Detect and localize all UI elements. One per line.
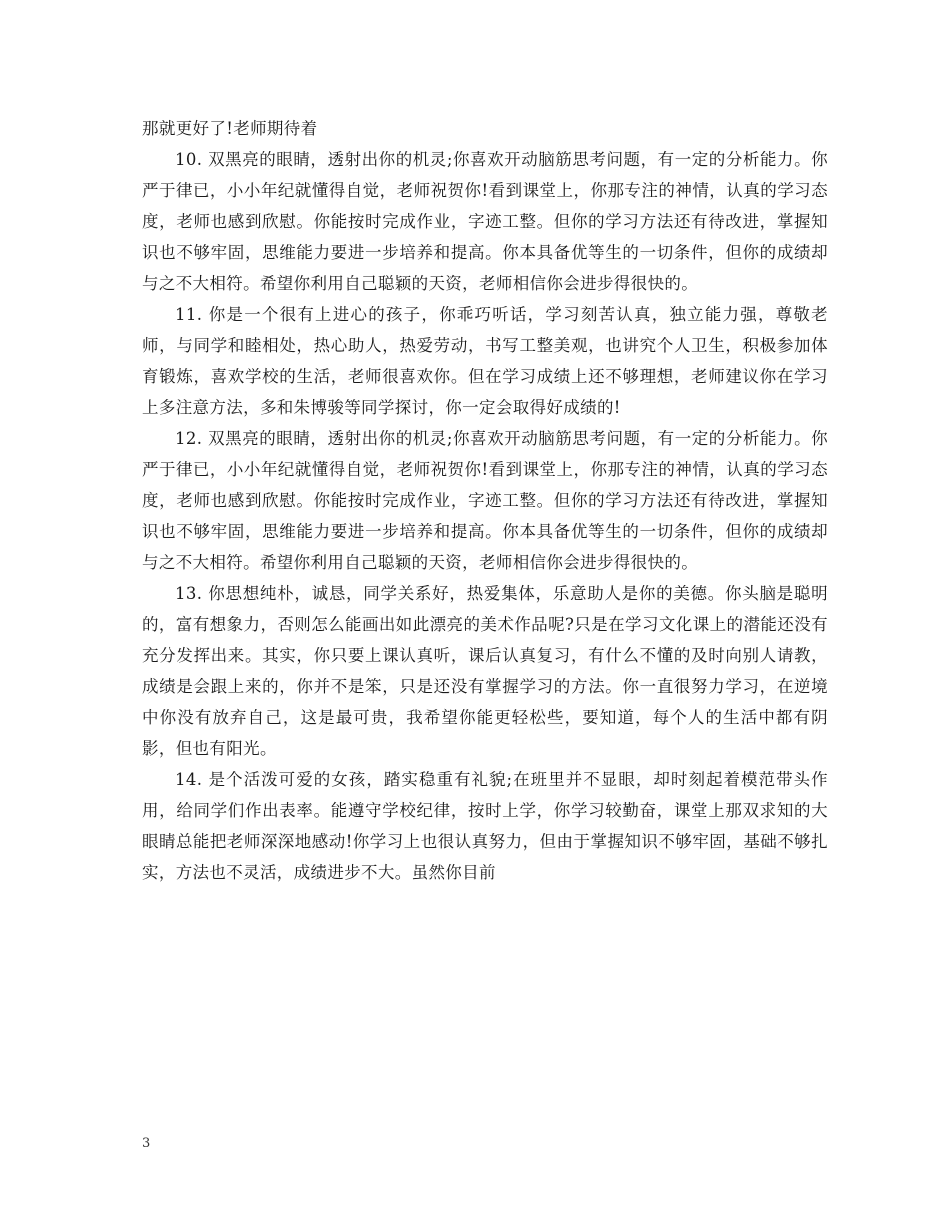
document-body (142, 113, 828, 888)
paragraph-continuation: 那就更好了!老师期待着 (142, 119, 318, 138)
paragraph-comment-13: 13. 你思想纯朴，诚恳，同学关系好，热爱集体，乐意助人是你的美德。你头脑是聪明的，富有想象力，否则怎么能画出如此漂亮的美术作品呢?只是在学习文化课上的潜能还没有充分发挥出来。其实，你只要上课认真听，课后认真复习，有什么不懂的及时向别人请教，成绩是会跟上来的，你并不是笨，只是还没有掌握学习的方法。你一直很努力学习，在逆境中你没有放弃自己，这是最可贵，我希望你能更轻松些，要知道，每个人的生活中都有阴影，但也有阳光。 (142, 584, 828, 758)
page-number: 3 (142, 1136, 151, 1151)
paragraph-comment-11: 11. 你是一个很有上进心的孩子，你乖巧听话，学习刻苦认真，独立能力强，尊敬老师，与同学和睦相处，热心助人，热爱劳动，书写工整美观，也讲究个人卫生，积极参加体育锻炼，喜欢学校的生活，老师很喜欢你。但在学习成绩上还不够理想，老师建议你在学习上多注意方法，多和朱博骏等同学探讨，你一定会取得好成绩的! (142, 305, 828, 417)
paragraph-comment-10: 10. 双黑亮的眼睛，透射出你的机灵;你喜欢开动脑筋思考问题，有一定的分析能力。你严于律已，小小年纪就懂得自觉，老师祝贺你!看到课堂上，你那专注的神情，认真的学习态度，老师也感到欣慰。你能按时完成作业，字迹工整。但你的学习方法还有待改进，掌握知识也不够牢固，思维能力要进一步培养和提高。你本具备优等生的一切条件，但你的成绩却与之不大相符。希望你利用自己聪颖的天资，老师相信你会进步得很快的。 (142, 150, 828, 293)
paragraph-comment-12: 12. 双黑亮的眼睛，透射出你的机灵;你喜欢开动脑筋思考问题，有一定的分析能力。你严于律已，小小年纪就懂得自觉，老师祝贺你!看到课堂上，你那专注的神情，认真的学习态度，老师也感到欣慰。你能按时完成作业，字迹工整。但你的学习方法还有待改进，掌握知识也不够牢固，思维能力要进一步培养和提高。你本具备优等生的一切条件，但你的成绩却与之不大相符。希望你利用自己聪颖的天资，老师相信你会进步得很快的。 (142, 429, 828, 572)
paragraph-comment-14: 14. 是个活泼可爱的女孩，踏实稳重有礼貌;在班里并不显眼，却时刻起着模范带头作用，给同学们作出表率。能遵守学校纪律，按时上学，你学习较勤奋，课堂上那双求知的大眼睛总能把老师深深地感动!你学习上也很认真努力，但由于掌握知识不够牢固，基础不够扎实，方法也不灵活，成绩进步不大。虽然你目前 (142, 770, 828, 882)
